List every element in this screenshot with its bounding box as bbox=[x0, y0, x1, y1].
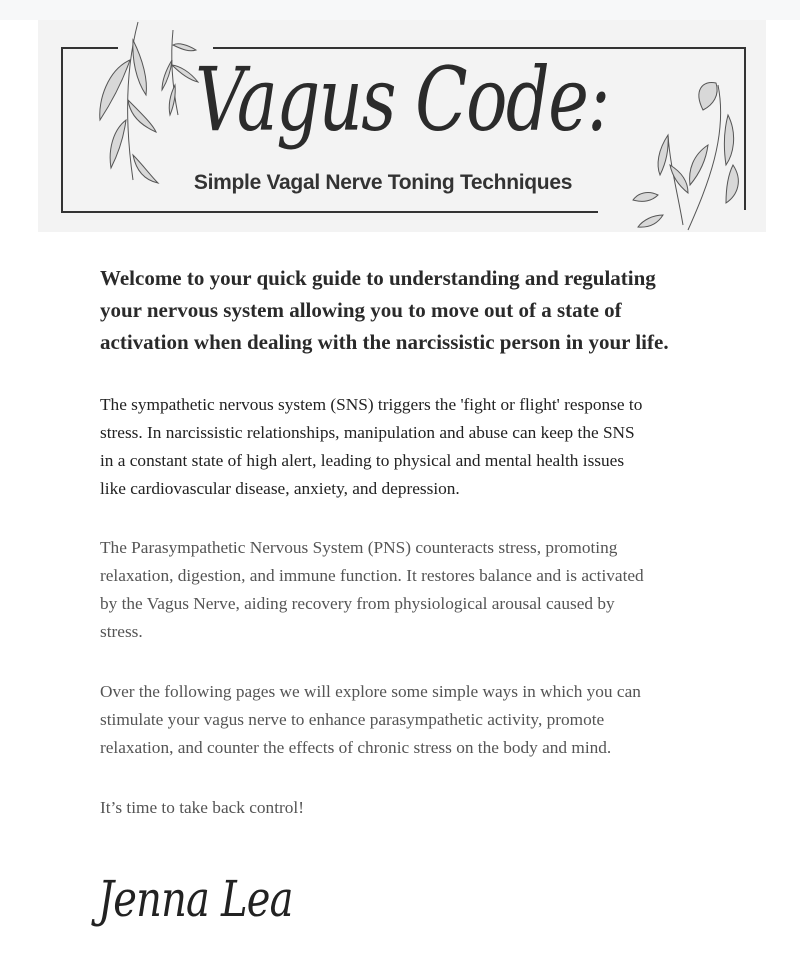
signature: Jenna Lea bbox=[98, 870, 293, 928]
text-line: activation when dealing with the narcissistic person in your life. bbox=[100, 330, 669, 354]
paragraph-overview bbox=[100, 678, 641, 762]
text-line: in a constant state of high alert, leading to physical and mental health issues bbox=[100, 451, 625, 470]
text-line: stimulate your vagus nerve to enhance parasympathetic activity, promote bbox=[100, 710, 605, 729]
subtitle: Simple Vagal Nerve Toning Techniques bbox=[193, 171, 573, 194]
paragraph-pns bbox=[100, 534, 644, 646]
text-line: The sympathetic nervous system (SNS) triggers the 'fight or flight' response to bbox=[100, 395, 643, 414]
text-line: The Parasympathetic Nervous System (PNS) counteracts stress, promoting bbox=[100, 538, 618, 557]
text-line: stress. In narcissistic relationships, manipulation and abuse can keep the SNS bbox=[100, 423, 635, 442]
text-line: like cardiovascular disease, anxiety, and depression. bbox=[100, 479, 460, 498]
text-line: relaxation, digestion, and immune function. It restores balance and is activated bbox=[100, 566, 644, 585]
text-line: It’s time to take back control! bbox=[100, 798, 304, 817]
text-line: relaxation, and counter the effects of chronic stress on the body and mind. bbox=[100, 738, 612, 757]
text-line: your nervous system allowing you to move out of a state of bbox=[100, 298, 622, 322]
intro-paragraph bbox=[100, 262, 669, 358]
paragraph-closing bbox=[100, 794, 304, 822]
text-line: Over the following pages we will explore some simple ways in which you can bbox=[100, 682, 641, 701]
paragraph-sns bbox=[100, 391, 642, 503]
text-line: Welcome to your quick guide to understanding and regulating bbox=[100, 266, 656, 290]
top-bar bbox=[0, 0, 800, 20]
header-banner bbox=[38, 20, 766, 232]
text-line: stress. bbox=[100, 622, 143, 641]
text-line: by the Vagus Nerve, aiding recovery from physiological arousal caused by bbox=[100, 594, 615, 613]
title: Vagus Code: bbox=[195, 48, 609, 151]
